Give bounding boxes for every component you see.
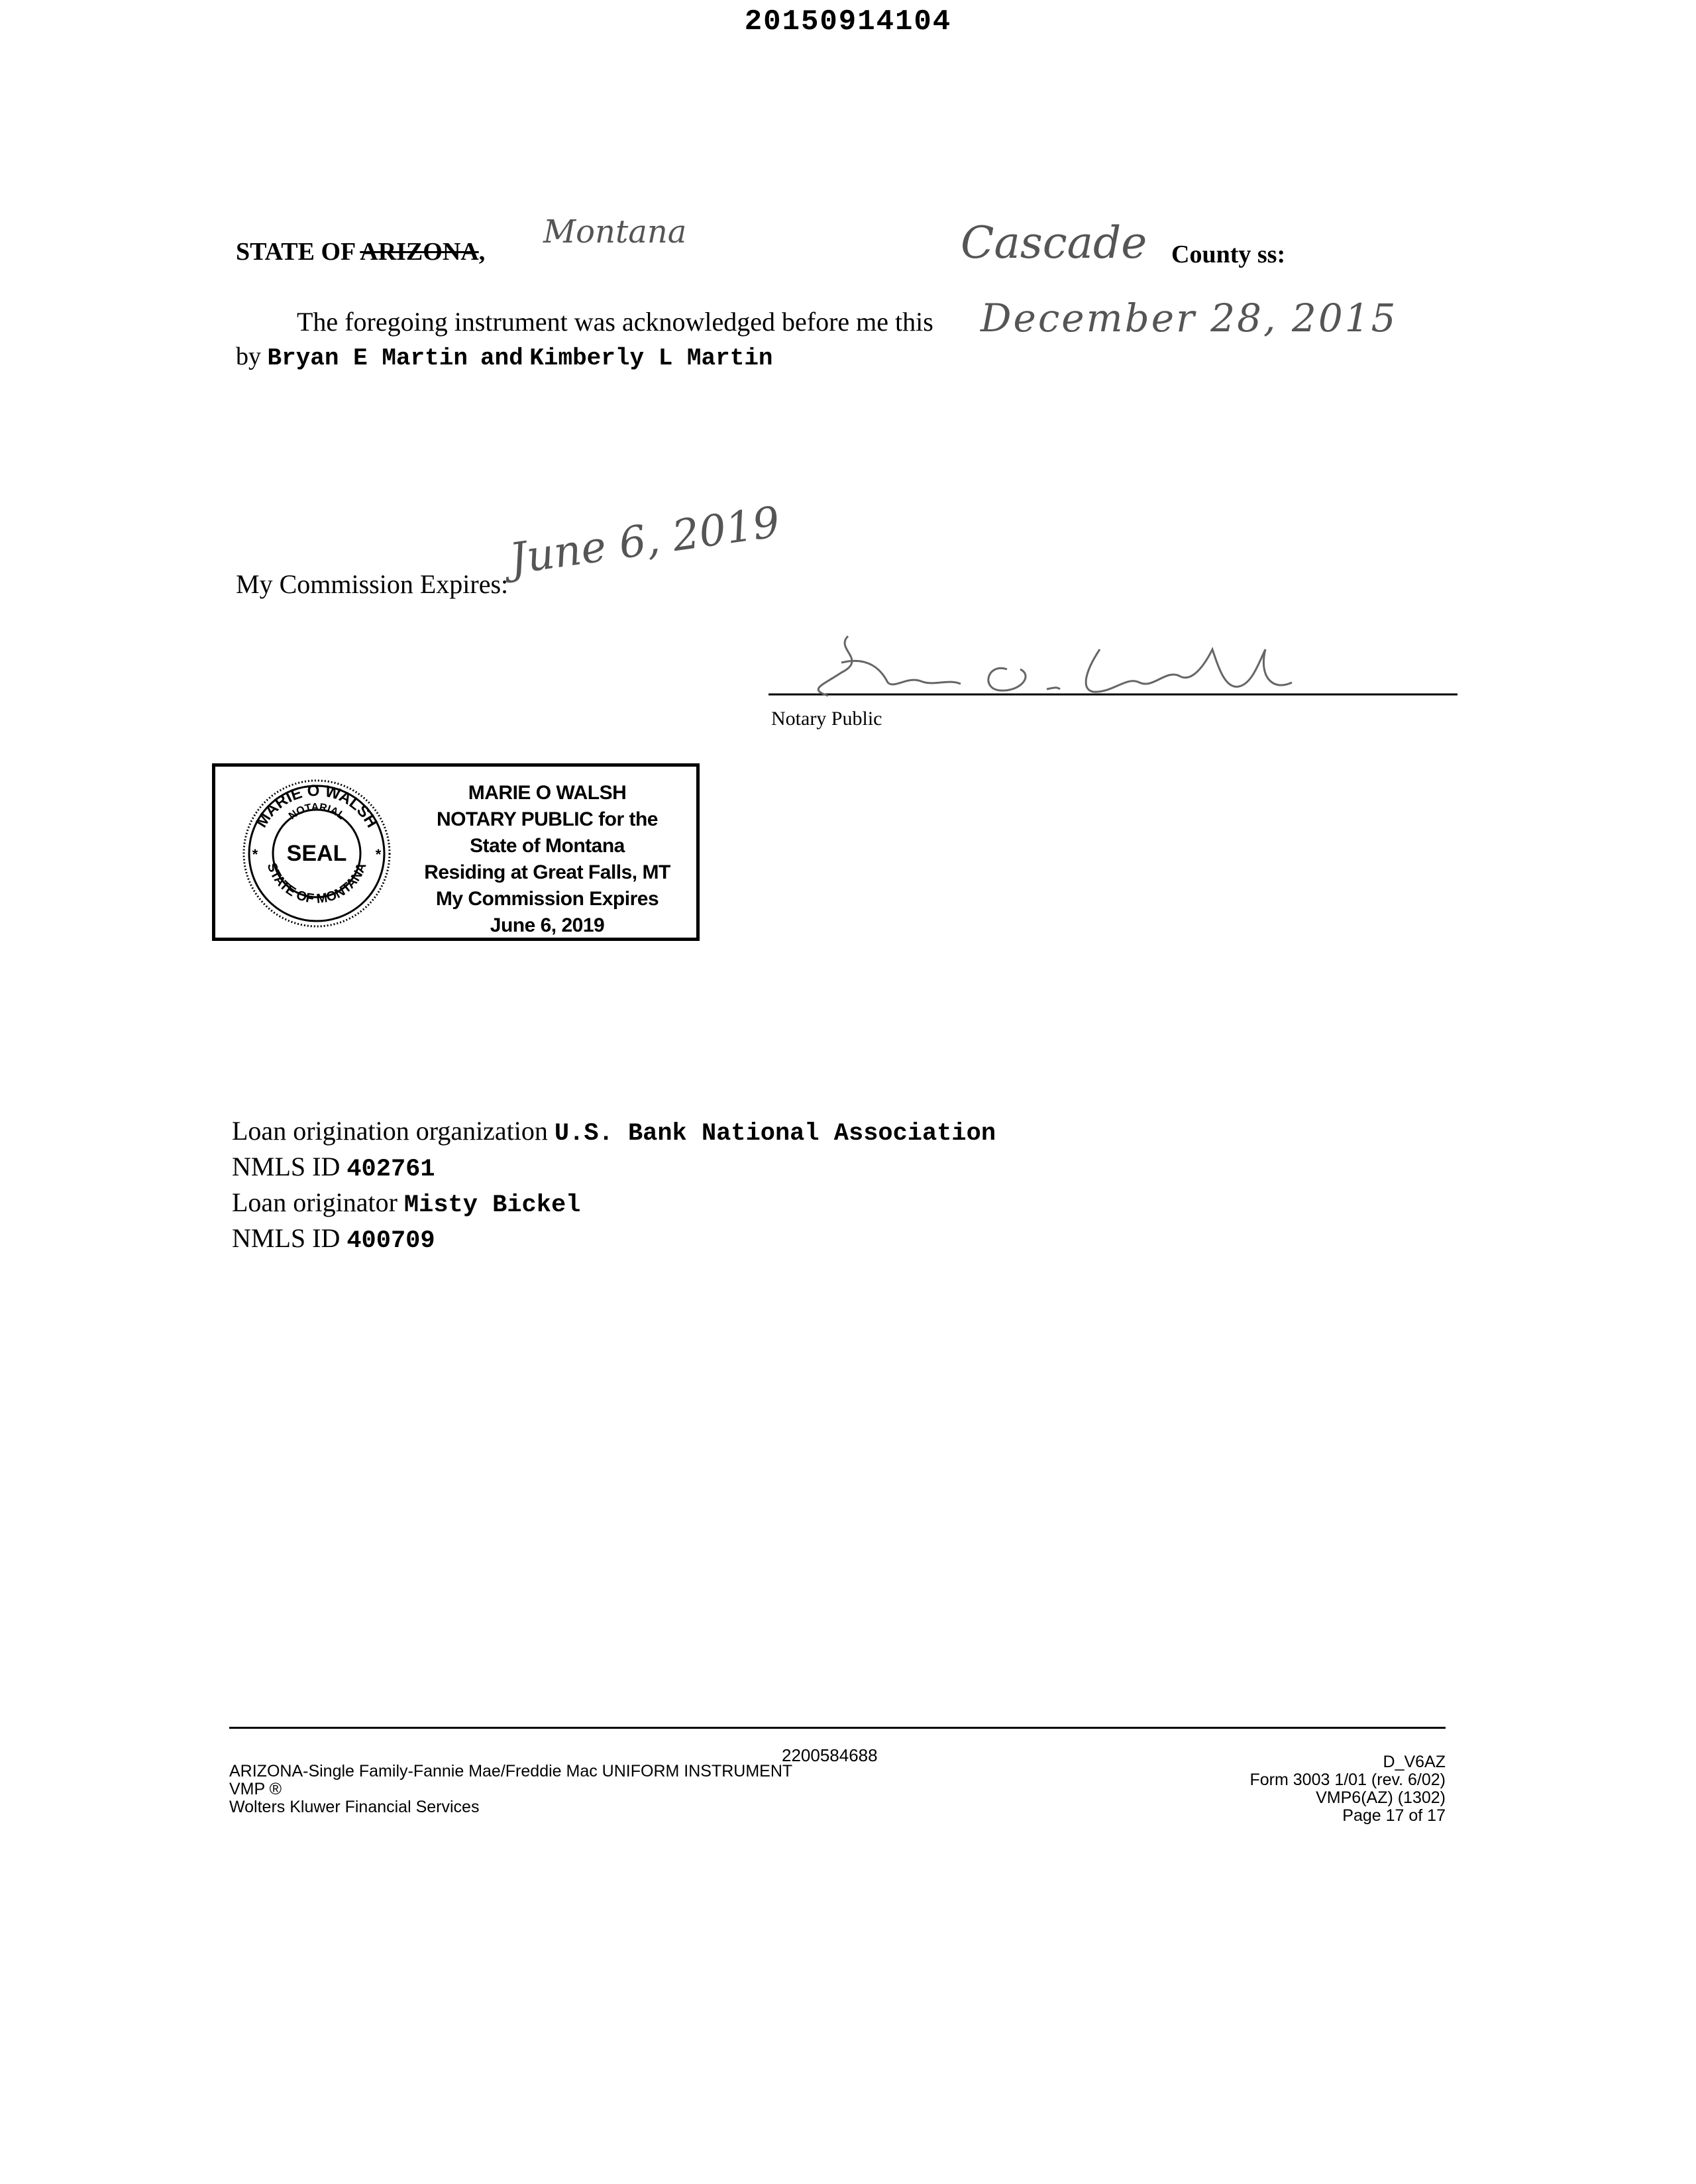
borrower-2: Kimberly L Martin xyxy=(529,345,773,372)
loan-originator-nmls-row xyxy=(232,1222,996,1258)
document-number: 20150914104 xyxy=(744,5,952,38)
state-struck: ARIZONA xyxy=(360,238,479,266)
footer-divider xyxy=(229,1727,1446,1729)
seal-word: SEAL xyxy=(286,841,347,866)
seal-text-block xyxy=(403,780,691,939)
notarial-seal-emblem xyxy=(240,777,393,930)
state-prefix: STATE OF xyxy=(236,238,360,266)
seal-line: MARIE O WALSH xyxy=(468,782,627,804)
footer-right-block xyxy=(1249,1753,1446,1825)
acknowledgment-text: The foregoing instrument was acknowledged before me this xyxy=(297,307,933,337)
nmls-label: NMLS ID xyxy=(232,1152,341,1181)
seal-line: State of Montana xyxy=(470,835,625,857)
commission-label: My Commission Expires: xyxy=(236,569,509,599)
handwritten-state: Montana xyxy=(543,213,687,250)
footer-left-line: VMP ® xyxy=(229,1780,282,1798)
notary-seal-stamp xyxy=(212,763,700,941)
state-suffix: , xyxy=(478,238,486,266)
footer-right-line: Form 3003 1/01 (rev. 6/02) xyxy=(1249,1771,1446,1789)
handwritten-ack-date: December 28, 2015 xyxy=(980,296,1398,341)
seal-star-left: * xyxy=(252,846,258,863)
county-label: County ss: xyxy=(1171,241,1286,268)
seal-line: NOTARY PUBLIC for the xyxy=(437,808,658,830)
loan-originator-label: Loan originator xyxy=(232,1187,398,1217)
footer-left-line: ARIZONA-Single Family-Fannie Mae/Freddie Mac UNIFORM INSTRUMENT xyxy=(229,1762,793,1780)
and-word: and xyxy=(480,345,523,372)
loan-org-value: U.S. Bank National Association xyxy=(554,1120,996,1148)
footer-left-line: Wolters Kluwer Financial Services xyxy=(229,1798,480,1816)
seal-line: June 6, 2019 xyxy=(490,914,605,936)
by-prefix: by xyxy=(236,343,261,370)
notary-public-label: Notary Public xyxy=(771,708,882,730)
seal-line: Residing at Great Falls, MT xyxy=(424,861,670,883)
borrower-1: Bryan E Martin xyxy=(267,345,468,372)
loan-originator-value: Misty Bickel xyxy=(403,1191,581,1219)
loan-originator-block xyxy=(232,1115,996,1258)
nmls-value: 400709 xyxy=(346,1227,435,1255)
seal-line: My Commission Expires xyxy=(435,888,659,910)
footer-right-line: D_V6AZ xyxy=(1383,1753,1446,1771)
footer-left-block xyxy=(229,1763,792,1816)
footer-loan-number: 2200584688 xyxy=(782,1745,878,1765)
seal-name-arc: MARIE O WALSH xyxy=(252,781,382,831)
nmls-value: 402761 xyxy=(346,1156,435,1183)
handwritten-commission-date: June 6, 2019 xyxy=(506,498,783,584)
notary-signature xyxy=(768,623,1458,709)
loan-originator-row xyxy=(232,1186,996,1222)
handwritten-county: Cascade xyxy=(961,217,1147,268)
seal-notarial-arc: NOTARIAL xyxy=(286,801,347,822)
loan-org-nmls-row xyxy=(232,1150,996,1186)
loan-org-label: Loan origination organization xyxy=(232,1116,548,1146)
footer-right-line: Page 17 of 17 xyxy=(1342,1806,1446,1825)
seal-state-arc: STATE OF MONTANA xyxy=(264,861,370,906)
signature-scribble xyxy=(818,636,1292,696)
loan-org-row xyxy=(232,1115,996,1150)
state-line xyxy=(236,237,485,266)
seal-star-right: * xyxy=(375,846,382,863)
borrowers-line xyxy=(236,342,773,372)
nmls-label: NMLS ID xyxy=(232,1223,341,1253)
footer-right-line: VMP6(AZ) (1302) xyxy=(1316,1788,1446,1807)
